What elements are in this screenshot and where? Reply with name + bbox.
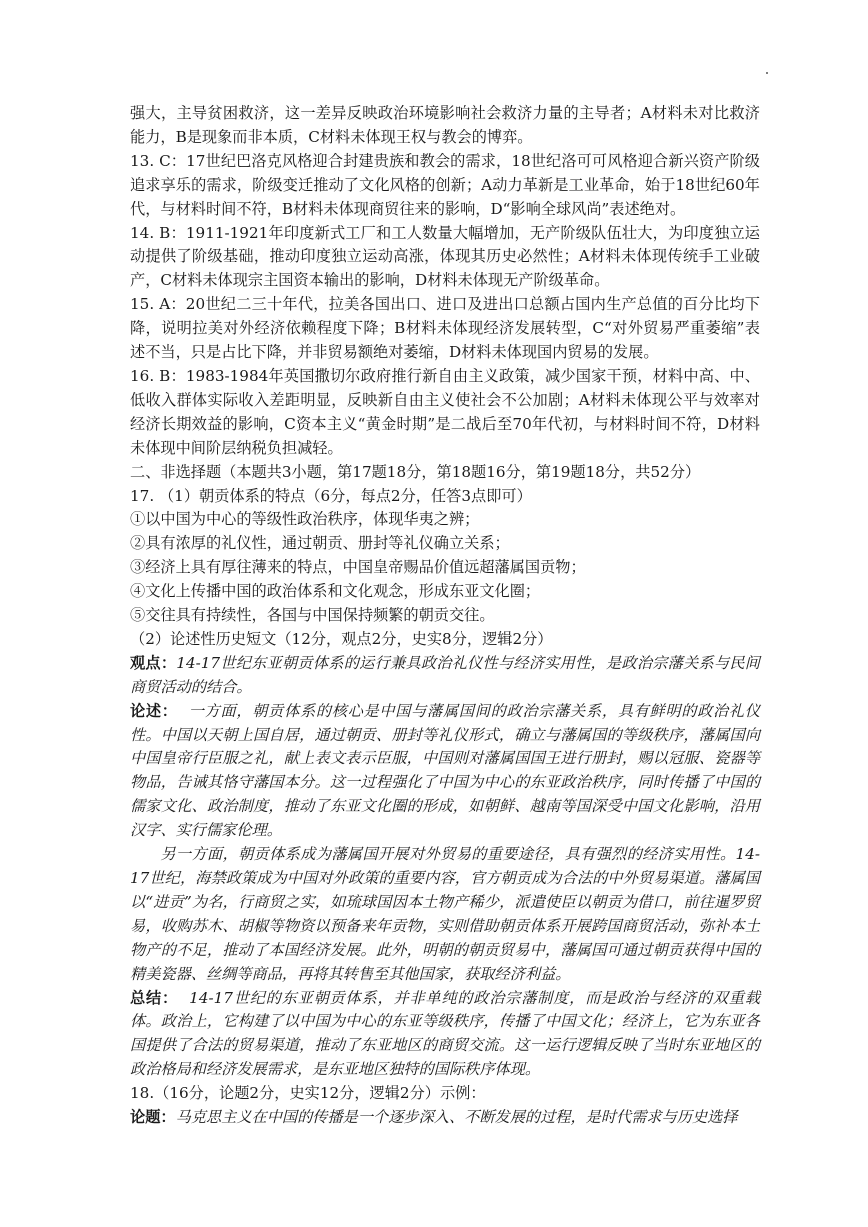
- q17-point-2: ②具有浓厚的礼仪性，通过朝贡、册封等礼仪确立关系；: [130, 534, 510, 553]
- argument-paragraph-1: [130, 700, 760, 843]
- q17-part2-heading: （2）论述性历史短文（12分，观点2分，史实8分，逻辑2分）: [130, 629, 553, 648]
- q17-point-5: ⑤交往具有持续性，各国与中国保持频繁的朝贡交往。: [130, 606, 495, 625]
- viewpoint-label: 观点：: [130, 653, 177, 672]
- answer-line-12-end: 强大，主导贫困救济，这一差异反映政治环境影响社会救济力量的主导者；A材料未对比救济能力，B是现象而非本质，C材料未体现王权与教会的博弈。: [130, 104, 760, 146]
- argument-text-1: 一方面，朝贡体系的核心是中国与藩属国间的政治宗藩关系，具有鲜明的政治礼仪性。中国以天朝上国自居，通过朝贡、册封等礼仪形式，确立与藩属国的等级秩序，藩属国向中国皇帝行臣服之礼，献上表文表示臣服，中国则对藩属国国王进行册封，赐以冠服、瓷器等物品，告诫其恪守藩国本分。这一过程强化了中国为中心的东亚政治秩序，同时传播了中国的儒家文化、政治制度，推动了东亚文化圈的形成，如朝鲜、越南等国深受中国文化影响，沿用汉字、实行儒家伦理。: [130, 701, 761, 840]
- section-heading-nonchoice: 二、非选择题（本题共3小题，第17题18分，第18题16分，第19题18分，共52分）: [130, 462, 701, 481]
- answer-13: 13. C：17世纪巴洛克风格迎合封建贵族和教会的需求，18世纪洛可可风格迎合新兴资产阶级追求享乐的需求，阶级变迁推动了文化风格的创新；A动力革新是工业革命，始于18世纪60年代，与材料时间不符，B材料未体现商贸往来的影响，D“影响全球风尚”表述绝对。: [130, 151, 760, 218]
- q17-point-3: ③经济上具有厚往薄来的特点，中国皇帝赐品价值远超藩属国贡物；: [130, 558, 586, 577]
- thesis-label: 论题：: [130, 1108, 176, 1127]
- argument-paragraph-2: 另一方面，朝贡体系成为藩属国开展对外贸易的重要途径，具有强烈的经济实用性。14-17世纪，海禁政策成为中国对外政策的重要内容，官方朝贡成为合法的中外贸易渠道。藩属国以“进贡”为名，行商贸之实，如琉球国因本土物产稀少，派遣使臣以朝贡为借口，前往暹罗贸易，收购苏木、胡椒等物资以预备来年贡物，实则借助朝贡体系开展跨国商贸活动，弥补本土物产的不足，推动了本国经济发展。此外，明朝的朝贡贸易中，藩属国可通过朝贡获得中国的精美瓷器、丝绸等商品，再将其转售至其他国家，获取经济利益。: [130, 845, 760, 983]
- summary-label: 总结：: [130, 988, 178, 1007]
- viewpoint-paragraph: [130, 652, 760, 700]
- page-dot: [766, 72, 768, 74]
- answer-16: 16. B：1983-1984年英国撒切尔政府推行新自由主义政策，减少国家干预，材料中高、中、低收入群体实际收入差距明显，反映新自由主义使社会不公加剧；A材料未体现公平与效率对经济长期效益的影响，C资本主义“黄金时期”是二战后至70年代初，与材料时间不符，D材料未体现中间阶层纳税负担减轻。: [130, 366, 760, 457]
- q17-part1-heading: 17. （1）朝贡体系的特点（6分，每点2分，任答3点即可）: [130, 486, 532, 505]
- q17-point-4: ④文化上传播中国的政治体系和文化观念，形成东亚文化圈；: [130, 582, 541, 601]
- q17-point-1: ①以中国为中心的等级性政治秩序，体现华夷之辨；: [130, 510, 480, 529]
- answer-14: 14. B：1911-1921年印度新式工厂和工人数量大幅增加，无产阶级队伍壮大，为印度独立运动提供了阶级基础，推动印度独立运动高涨，体现其历史必然性；A材料未体现传统手工业破产，C材料未体现宗主国资本输出的影响，D材料未体现无产阶级革命。: [130, 223, 760, 290]
- q18-heading: 18.（16分，论题2分，史实12分，逻辑2分）示例：: [130, 1084, 486, 1103]
- summary-paragraph: [130, 987, 760, 1083]
- answer-15: 15. A：20世纪二三十年代，拉美各国出口、进口及进出口总额占国内生产总值的百分比均下降，说明拉美对外经济依赖程度下降；B材料未体现经济发展转型，C“对外贸易严重萎缩”表述不当，只是占比下降，并非贸易额绝对萎缩，D材料未体现国内贸易的发展。: [130, 295, 760, 362]
- thesis-paragraph: [130, 1106, 760, 1130]
- summary-text: 14-17世纪的东亚朝贡体系，并非单纯的政治宗藩制度，而是政治与经济的双重载体。政治上，它构建了以中国为中心的东亚等级秩序，传播了中国文化；经济上，它为东亚各国提供了合法的贸易渠道，推动了东亚地区的商贸交流。这一运行逻辑反映了当时东亚地区的政治格局和经济发展需求，是东亚地区独特的国际秩序体现。: [130, 988, 761, 1079]
- thesis-text: 马克思主义在中国的传播是一个逐步深入、不断发展的过程，是时代需求与历史选择: [175, 1108, 738, 1127]
- viewpoint-text: 14-17世纪东亚朝贡体系的运行兼具政治礼仪性与经济实用性，是政治宗藩关系与民间商贸活动的结合。: [130, 653, 760, 696]
- argument-label: 论述：: [130, 701, 178, 720]
